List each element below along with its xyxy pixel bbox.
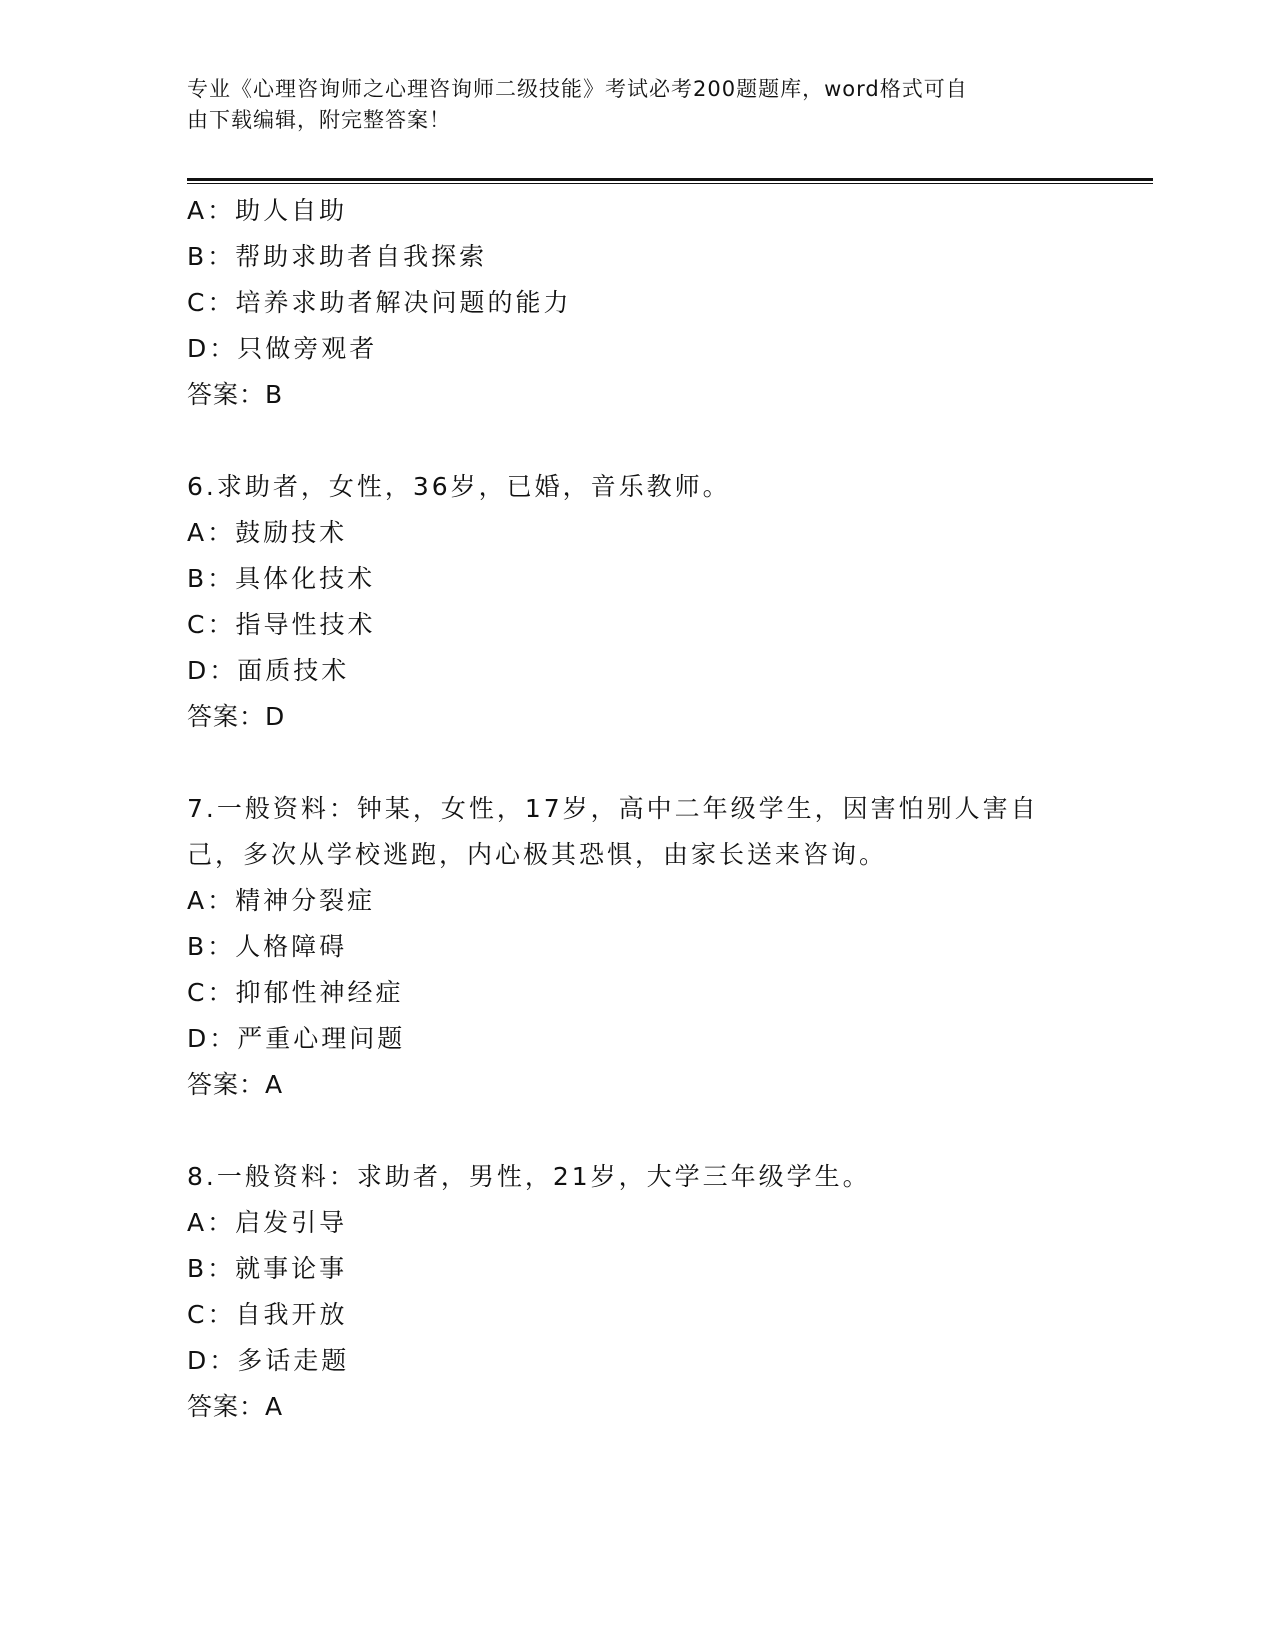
option-c: C：自我开放	[187, 1300, 348, 1329]
option-d: D：严重心理问题	[187, 1024, 406, 1053]
option-b: B：人格障碍	[187, 932, 348, 961]
header-rule-thick	[187, 178, 1153, 181]
option-a: A：启发引导	[187, 1208, 348, 1237]
question-list	[187, 188, 1087, 1430]
option-c: C：指导性技术	[187, 610, 376, 639]
option-b: B：就事论事	[187, 1254, 348, 1283]
option-b: B：帮助求助者自我探索	[187, 242, 488, 271]
question-stem: 8.一般资料：求助者，男性，21岁，大学三年级学生。	[187, 1162, 871, 1191]
answer-line: 答案：A	[187, 1070, 284, 1099]
option-a: A：助人自助	[187, 196, 348, 225]
question-5	[187, 188, 1087, 418]
question-8	[187, 1154, 1087, 1430]
question-7	[187, 786, 1087, 1108]
answer-line: 答案：D	[187, 702, 286, 731]
header-rule-thin	[187, 183, 1153, 184]
answer-line: 答案：B	[187, 380, 284, 409]
answer-line: 答案：A	[187, 1392, 284, 1421]
header-line-1: 专业《心理咨询师之心理咨询师二级技能》考试必考200题题库，word格式可自	[187, 77, 968, 101]
question-6	[187, 464, 1087, 740]
question-stem-line-1: 7.一般资料：钟某，女性，17岁，高中二年级学生，因害怕别人害自	[187, 794, 1039, 823]
option-d: D：面质技术	[187, 656, 350, 685]
question-spacer	[187, 1108, 1087, 1154]
option-c: C：培养求助者解决问题的能力	[187, 288, 572, 317]
question-stem: 6.求助者，女性，36岁，已婚，音乐教师。	[187, 472, 731, 501]
option-a: A：精神分裂症	[187, 886, 376, 915]
option-c: C：抑郁性神经症	[187, 978, 404, 1007]
option-d: D：多话走题	[187, 1346, 350, 1375]
question-stem-line-2: 己，多次从学校逃跑，内心极其恐惧，由家长送来咨询。	[187, 840, 888, 869]
question-spacer	[187, 418, 1087, 464]
option-b: B：具体化技术	[187, 564, 376, 593]
question-spacer	[187, 740, 1087, 786]
document-header	[187, 74, 1057, 136]
header-line-2: 由下载编辑，附完整答案！	[187, 108, 451, 132]
option-a: A：鼓励技术	[187, 518, 348, 547]
option-d: D：只做旁观者	[187, 334, 378, 363]
